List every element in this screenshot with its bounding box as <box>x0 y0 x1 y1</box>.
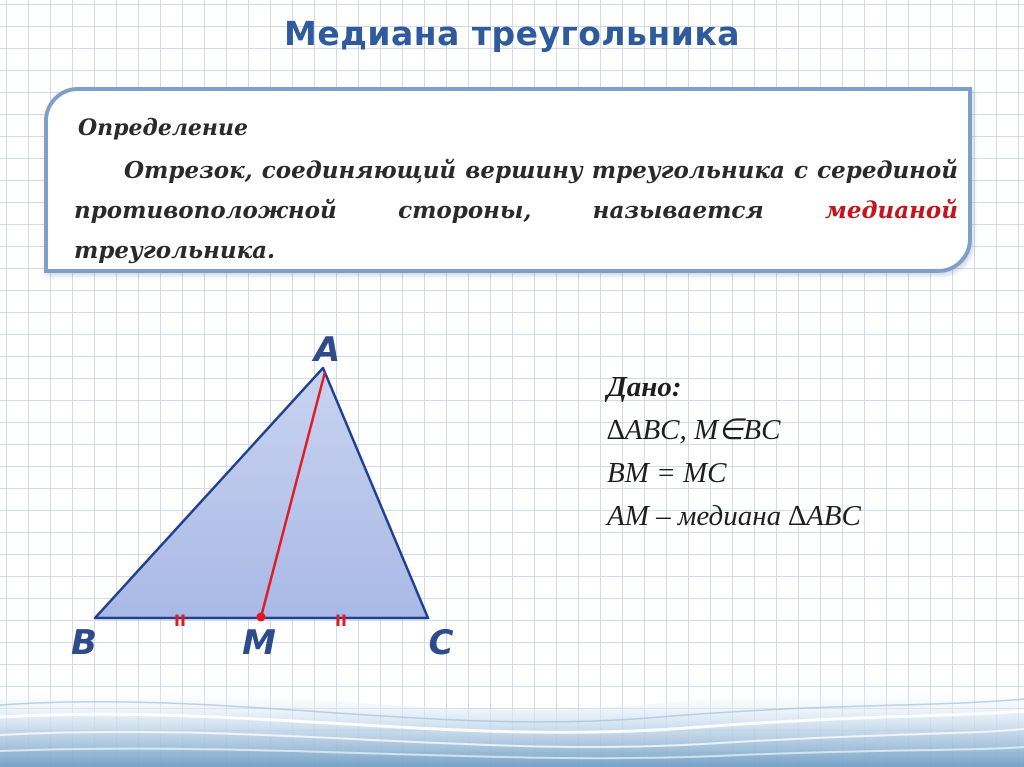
vertex-label-c: C <box>428 623 454 663</box>
definition-text-end: треугольника. <box>74 237 276 264</box>
given-line: AM – медиана ∆ABC <box>607 500 861 532</box>
point-m <box>257 613 266 622</box>
given-heading: Дано: <box>607 371 682 403</box>
equal-mark-bm: II <box>174 611 186 630</box>
given-line: ∆ABC, M∈BC <box>607 414 781 446</box>
slide-title: Медиана треугольника <box>284 14 740 53</box>
decorative-wave-band <box>0 655 1024 767</box>
vertex-label-b: B <box>71 623 97 663</box>
given-line: BM = MC <box>607 457 727 489</box>
equal-mark-mc: II <box>335 611 347 630</box>
definition-heading: Определение <box>78 115 248 141</box>
vertex-label-m: M <box>242 623 276 663</box>
definition-text-start: Отрезок, соединяющий вершину треугольника с серединой противоположной стороны, называется <box>74 157 958 224</box>
given-block <box>607 366 861 538</box>
vertex-label-a: A <box>313 330 341 370</box>
triangle-abc <box>95 368 428 618</box>
definition-term: медианой <box>825 197 958 224</box>
